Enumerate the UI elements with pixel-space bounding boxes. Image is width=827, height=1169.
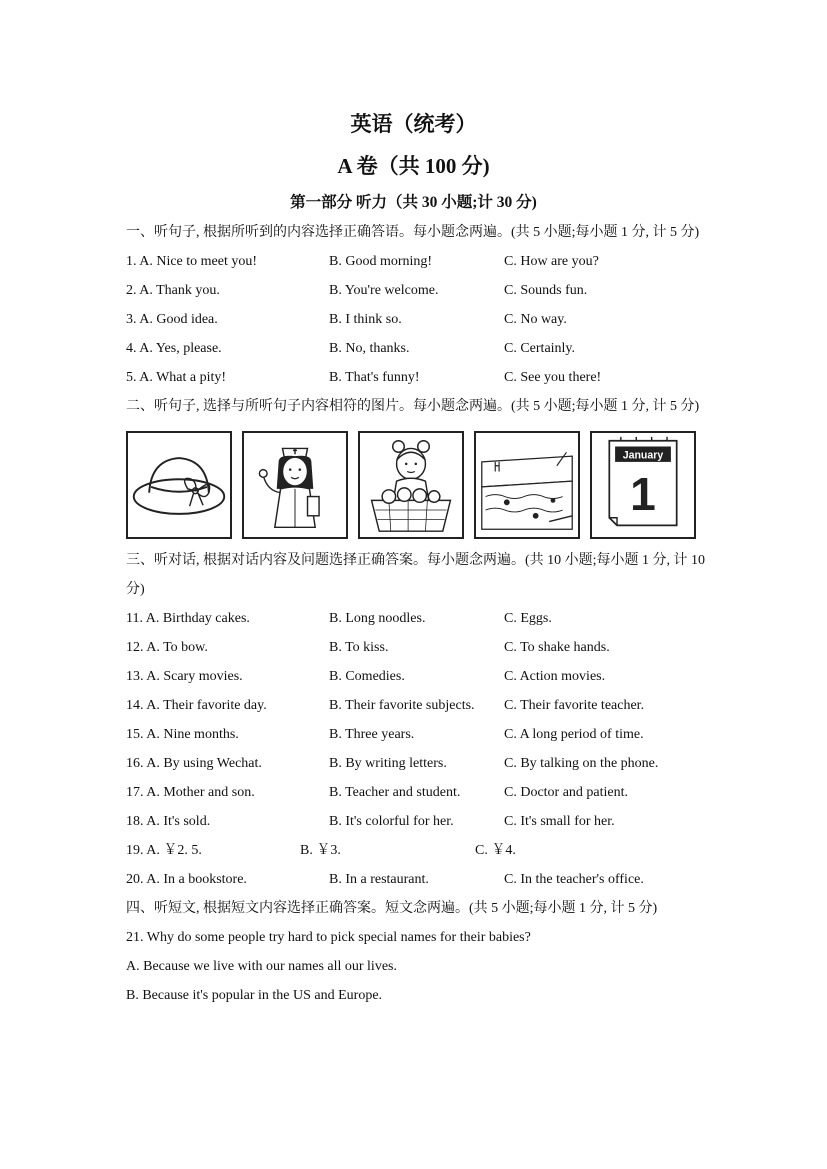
option-c: C. It's small for her. [504,814,615,829]
swimming-pool-icon [476,433,578,537]
section2-instruction: 二、听句子, 选择与所听句子内容相符的图片。每小题念两遍。(共 5 小题;每小题 1 分, 计 5 分) [126,399,700,414]
calendar-icon [592,433,694,537]
calendar-month-label: January [622,449,664,462]
option-c: C. Doctor and patient. [504,785,629,800]
option-c: C. Eggs. [504,611,552,626]
option-b: B. Three years. [329,727,415,742]
picture-row [126,421,706,546]
option-a: 4. A. Yes, please. [126,341,222,356]
question-19 [126,836,706,865]
question-20 [126,865,706,894]
question-18 [126,807,706,836]
option-a: 13. A. Scary movies. [126,669,243,684]
option-a: 17. A. Mother and son. [126,785,255,800]
option-b: B. Good morning! [329,254,433,269]
option-c: C. ￥4. [475,843,516,858]
option-c: C. Their favorite teacher. [504,698,645,713]
option-c: C. See you there! [504,370,602,385]
question-4 [126,334,706,363]
question-14 [126,691,706,720]
option-c: C. How are you? [504,254,599,269]
nurse-icon [244,433,346,537]
question-3 [126,305,706,334]
option-b: B. I think so. [329,312,402,327]
question-15 [126,720,706,749]
option-b: B. By writing letters. [329,756,447,771]
option-b: B. That's funny! [329,370,420,385]
option-a: 11. A. Birthday cakes. [126,611,250,626]
calendar-day-label: 1 [630,468,656,521]
option-b: B. You're welcome. [329,283,439,298]
option-a: 1. A. Nice to meet you! [126,254,258,269]
option-a: 3. A. Good idea. [126,312,218,327]
option-c: C. By talking on the phone. [504,756,659,771]
question-16 [126,749,706,778]
question-1 [126,247,706,276]
girl-with-basket-icon [360,433,462,537]
question-5 [126,363,706,392]
question-13 [126,662,706,691]
option-b: B. Their favorite subjects. [329,698,475,713]
nurse-picture [242,431,348,539]
option-b: B. To kiss. [329,640,389,655]
section3-instruction: 三、听对话, 根据对话内容及问题选择正确答案。每小题念两遍。(共 10 小题;每小题 1 分, 计 10 分) [126,553,706,597]
section4-instruction: 四、听短文, 根据短文内容选择正确答案。短文念两遍。(共 5 小题;每小题 1 分, 计 5 分) [126,901,658,916]
question-21-option-b: B. Because it's popular in the US and Europe. [126,988,383,1003]
option-a: 14. A. Their favorite day. [126,698,267,713]
part-heading: 第一部分 听力（共 30 小题;计 30 分) [290,194,537,211]
swimming-pool-picture [474,431,580,539]
question-12 [126,633,706,662]
hat-picture [126,431,232,539]
option-b: B. ￥3. [300,843,341,858]
exam-subject-title: 英语（统考） [350,112,477,136]
question-21: 21. Why do some people try hard to pick special names for their babies? [126,930,531,945]
option-a: 19. A. ￥2. 5. [126,843,202,858]
exam-content [126,218,706,1010]
option-a: 5. A. What a pity! [126,370,227,385]
question-17 [126,778,706,807]
option-c: C. In the teacher's office. [504,872,644,887]
option-c: C. Certainly. [504,341,576,356]
option-c: C. To shake hands. [504,640,610,655]
option-c: C. Sounds fun. [504,283,588,298]
girl-fruit-basket-picture [358,431,464,539]
exam-volume-title: A 卷（共 100 分) [337,154,490,178]
question-21-option-a: A. Because we live with our names all our lives. [126,959,397,974]
option-c: C. A long period of time. [504,727,644,742]
option-a: 15. A. Nine months. [126,727,239,742]
option-b: B. Long noodles. [329,611,426,626]
option-a: 18. A. It's sold. [126,814,211,829]
option-a: 16. A. By using Wechat. [126,756,262,771]
question-11 [126,604,706,633]
question-2 [126,276,706,305]
option-a: 2. A. Thank you. [126,283,220,298]
option-c: C. No way. [504,312,567,327]
option-a: 12. A. To bow. [126,640,208,655]
option-b: B. No, thanks. [329,341,410,356]
option-c: C. Action movies. [504,669,606,684]
calendar-picture [590,431,696,539]
section1-instruction: 一、听句子, 根据所听到的内容选择正确答语。每小题念两遍。(共 5 小题;每小题 1 分, 计 5 分) [126,225,700,240]
option-b: B. It's colorful for her. [329,814,454,829]
option-a: 20. A. In a bookstore. [126,872,247,887]
option-b: B. In a restaurant. [329,872,429,887]
option-b: B. Comedies. [329,669,405,684]
option-b: B. Teacher and student. [329,785,461,800]
hat-icon [128,433,230,537]
